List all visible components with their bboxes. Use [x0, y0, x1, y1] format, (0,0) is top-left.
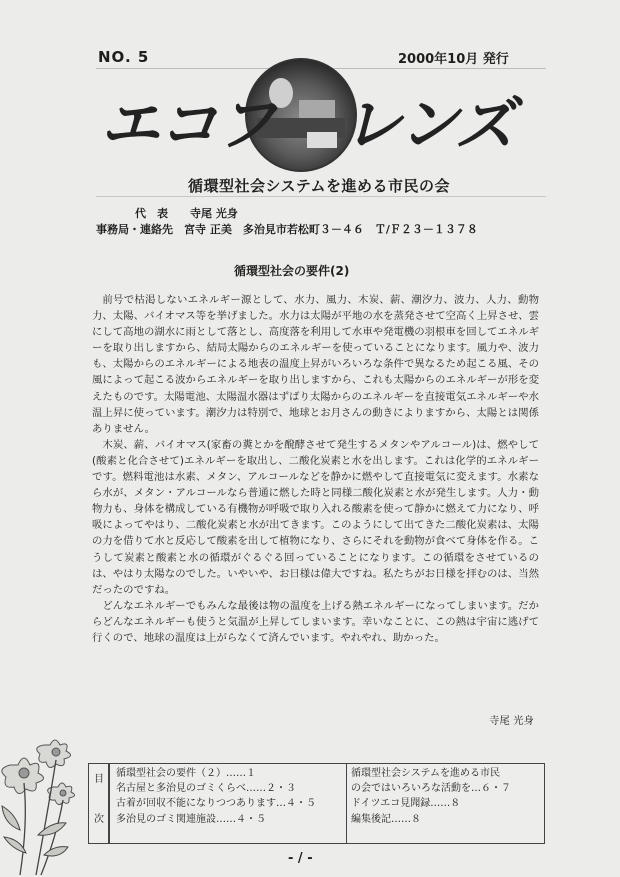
organization-name: 循環型社会システムを進める市民の会: [188, 177, 451, 195]
issue-date: 2000年10月 発行: [398, 52, 509, 67]
toc-entry: 多治見のゴミ関連施設……４・５: [116, 813, 266, 825]
toc-entry: ドイツエコ見聞録……８: [351, 798, 461, 810]
toc-label-divider: [108, 763, 110, 843]
toc-entry: 名古屋と多治見のゴミくらべ……２・３: [116, 783, 296, 795]
article-author: 寺尾 光身: [489, 715, 534, 727]
toc-label-char: 次: [94, 814, 104, 825]
article-paragraph: 前号で枯渇しないエネルギー源として、水力、風力、木炭、薪、潮汐力、波力、人力、動物力、太陽、バイオマス等を挙げました。水力は太陽が平地の水を蒸発させて空高く上昇させ、雲にして高地の湖水に雨として落とし、高度落を利用して水車や発電機の羽根車を回してエネルギーを取り出しますから、結局太陽からのエネルギーを使っていることになります。風力や、波力も、太陽からのエネルギーによる地表の温度上昇がいろいろな条件で異なるため起こる風、その風によって起こる波からエネルギーを取り出しますから、これも太陽からのエネルギーが形を変えたものです。太陽電池、太陽温水器はずばり太陽からのエネルギーを直接電気エネルギーや水温上昇に使っています。潮汐力は特別で、地球とお月さんの動きによりますから、太陽とは関係ありません。: [92, 294, 539, 435]
article-paragraph: どんなエネルギーでもみんな最後は物の温度を上げる熱エネルギーになってしまいます。だからどんなエネルギーも使うと気温が上昇してしまいます。幸いなことに、この熱は宇宙に逃げて行くので、地球の温度は上がらなくて済んでいます。やれやれ、助かった。: [92, 599, 539, 644]
issue-number: NO. 5: [98, 48, 150, 66]
article-title: 循環型社会の要件(2): [234, 264, 350, 278]
toc-entry: 循環型社会の要件（２）……１: [116, 768, 256, 779]
toc-label-char: 目: [94, 774, 104, 785]
toc-label: [91, 770, 107, 830]
toc-left-column: [116, 766, 316, 827]
toc-entry: 古着が回収不能になりつつあります…４・５: [116, 798, 316, 810]
toc-entry: 編集後記……８: [351, 813, 421, 825]
toc-entry: の会ではいろいろな活動を…６・７: [351, 783, 511, 795]
newsletter-title-left: エコフ: [100, 90, 274, 160]
page-number: - / -: [288, 851, 313, 866]
article-body: [92, 292, 539, 646]
toc-column-divider: [346, 763, 347, 843]
flower-illustration: [0, 735, 90, 877]
newsletter-title-right: レンズ: [342, 90, 513, 160]
subtitle-divider: [96, 196, 546, 197]
toc-entry: 循環型社会システムを進める市民: [351, 768, 500, 779]
toc-right-column: [351, 766, 511, 827]
representative-line: 代 表 寺尾 光身: [135, 207, 238, 220]
article-paragraph: 木炭、薪、バイオマス(家畜の糞とかを醗酵させて発生するメタンやアルコール)は、燃やして(酸素と化合させて)エネルギーを取出し、二酸化炭素と水を出します。これは化学的エネルギーです。燃料電池は水素、メタン、アルコールなどを静かに燃やして直接電気に変えます。水素なら水が、メタン・アルコールなら普通に燃した時と同様二酸化炭素と水が発生します。人力・動物力も、身体を構成している有機物が呼吸で取り入れる酸素を使って静かに燃えて力になり、呼吸によってやはり、二酸化炭素と水が出てきます。このようにして出てきた二酸化炭素は、太陽の力を借りて水と反応して酸素を出して植物になり、さらにそれを動物が食べて身体を作る。こうして炭素と酸素と水の循環がぐるぐる回っていることになります。この循環をさせているのは、やはり太陽なのでした。いやいや、お日様は偉大ですね。私たちがお日様を拝むのは、当然だったのですね。: [92, 438, 539, 596]
contact-line: 事務局・連絡先 宮寺 正美 多治見市若松町３－４６ Ｔ/Ｆ２３－１３７８: [96, 223, 478, 236]
